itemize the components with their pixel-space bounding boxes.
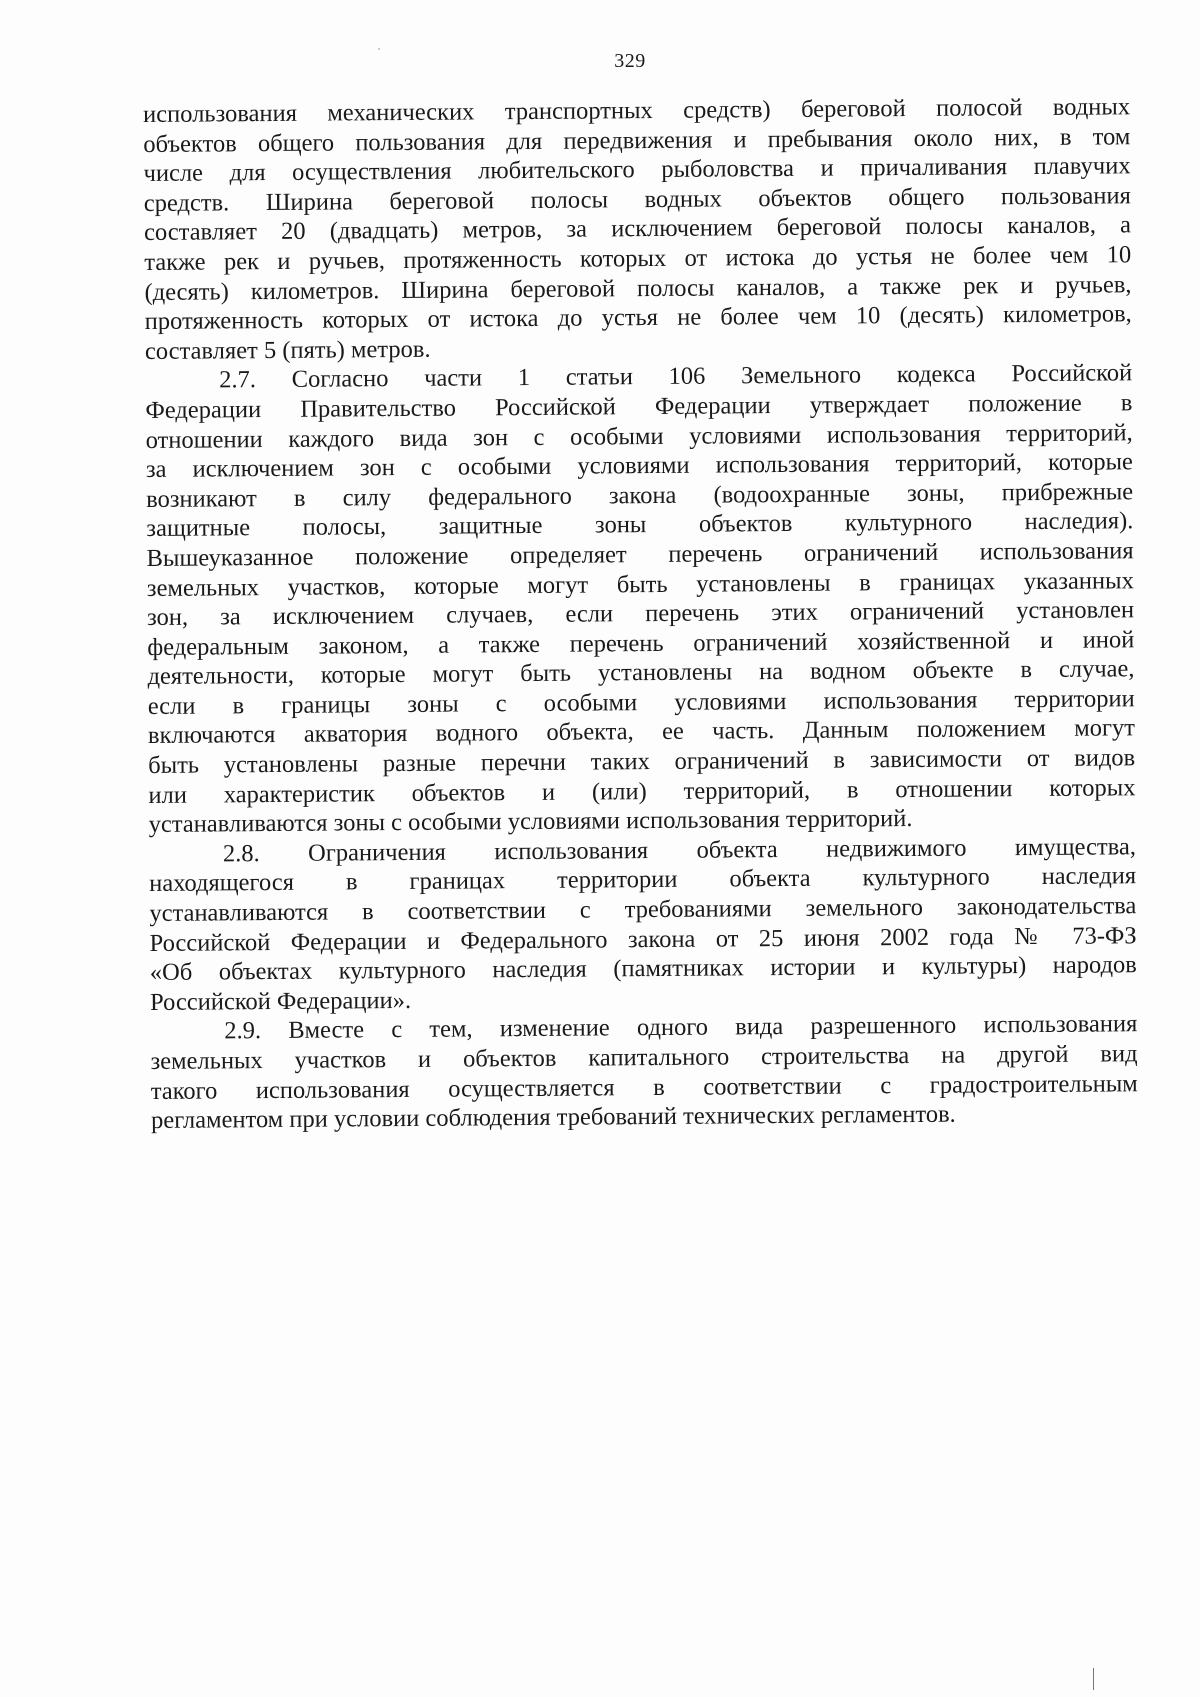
text-line: если в границы зоны с особыми условиями использования территории: [147, 685, 1135, 720]
text-line: такого использования осуществляется в соответствии с градостроительным: [150, 1069, 1138, 1105]
paragraph-2-9: [150, 1010, 1138, 1136]
document-body: [143, 92, 1138, 1136]
text-line: числе для осуществления любительского рыболовства и причаливания плавучих: [143, 152, 1131, 188]
text-line: регламентом при условии соблюдения требований технических регламентов.: [150, 1100, 956, 1135]
text-line: Вышеуказанное положение определяет перечень ограничений использования: [146, 537, 1134, 572]
text-line: земельных участков, которые могут быть установлены в границах указанных: [146, 566, 1134, 602]
paragraph-2-8: [149, 832, 1137, 1017]
text-line: Российской Федерации и Федерального закона от 25 июня 2002 года № 73-ФЗ: [149, 921, 1137, 957]
paragraph-2-7: [145, 359, 1136, 840]
text-line: также рек и ручьев, протяженность которых от истока до устья не более чем 10: [144, 241, 1132, 276]
text-line: объектов общего пользования для передвижения и пребывания около них, в том: [143, 122, 1131, 158]
text-line: находящегося в границах территории объекта культурного наследия: [149, 862, 1137, 898]
text-line: Российской Федерации».: [149, 986, 412, 1016]
text-line: (десять) километров. Ширина береговой полосы каналов, а также рек и ручьев,: [144, 270, 1132, 306]
text-line: земельных участков и объектов капитального строительства на другой вид: [150, 1040, 1138, 1075]
text-line: 2.7. Согласно части 1 статьи 106 Земельного кодекса Российской: [219, 359, 1133, 394]
scan-artifact: [1093, 1668, 1094, 1690]
text-line: Федерации Правительство Российской Федерации утверждает положение в: [145, 389, 1133, 424]
text-line: деятельности, которые могут быть установлены на водном объекте в случае,: [147, 655, 1135, 691]
text-line: использования механических транспортных средств) береговой полосой водных: [143, 93, 1131, 128]
text-line: протяженность которых от истока до устья не более чем 10 (десять) километров,: [144, 300, 1132, 336]
text-line: составляет 5 (пять) метров.: [144, 335, 431, 365]
text-line: 2.9. Вместе с тем, изменение одного вида разрешенного использования: [224, 1010, 1138, 1045]
text-line: составляет 20 (двадцать) метров, за исключением береговой полосы каналов, а: [143, 211, 1132, 247]
text-line: быть установлены разные перечни таких ограничений в зависимости от видов: [148, 744, 1136, 780]
page-number: 329: [614, 50, 646, 72]
text-line: устанавливаются в соответствии с требованиями земельного законодательства: [149, 892, 1137, 928]
text-line: федеральным законом, а также перечень ограничений хозяйственной и иной: [147, 625, 1135, 661]
text-line: устанавливаются зоны с особыми условиями использования территорий.: [148, 805, 913, 839]
text-line: возникают в силу федерального закона (водоохранные зоны, прибрежные: [146, 477, 1134, 513]
text-line: включаются акватория водного объекта, ее часть. Данным положением могут: [147, 714, 1136, 750]
text-line: за исключением зон с особыми условиями использования территорий, которые: [145, 448, 1133, 484]
text-line: средств. Ширина береговой полосы водных объектов общего пользования: [143, 182, 1131, 217]
text-line: отношении каждого вида зон с особыми условиями использования территорий,: [145, 418, 1133, 454]
paragraph: [143, 92, 1132, 366]
text-line: защитные полосы, защитные зоны объектов культурного наследия).: [146, 507, 1134, 543]
text-line: зон, за исключением случаев, если перечень этих ограничений установлен: [146, 596, 1135, 632]
text-line: 2.8. Ограничения использования объекта недвижимого имущества,: [222, 833, 1137, 868]
text-line: или характеристик объектов и (или) территорий, в отношении которых: [148, 773, 1136, 809]
text-line: «Об объектах культурного наследия (памятниках истории и культуры) народов: [149, 951, 1137, 987]
